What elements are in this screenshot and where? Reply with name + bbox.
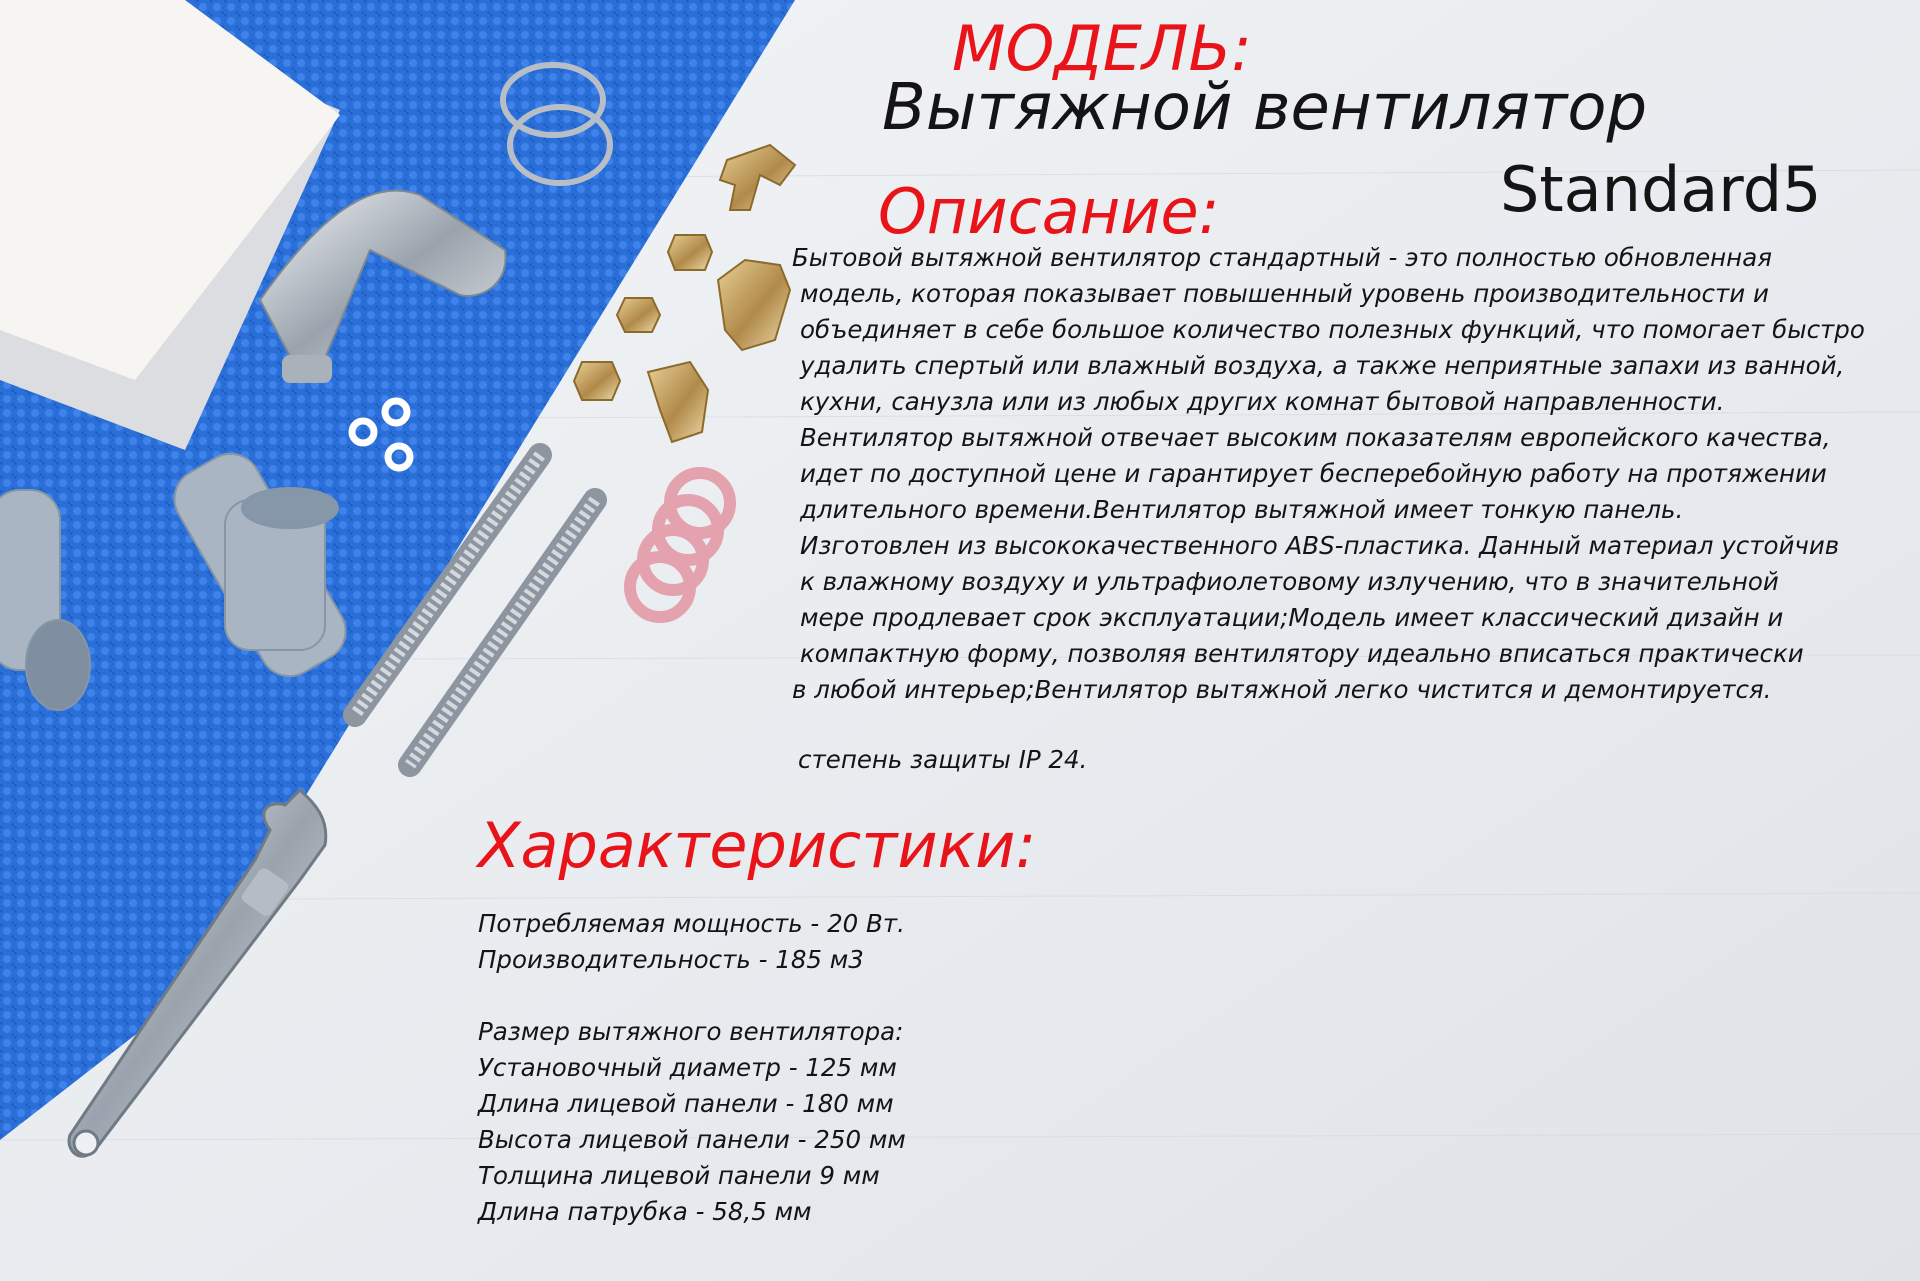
spec-nozzle-length: Длина патрубка - 58,5 мм <box>478 1197 812 1226</box>
spec-size-heading: Размер вытяжного вентилятора: <box>478 1017 904 1046</box>
description-heading: Описание: <box>878 175 1220 248</box>
spec-performance: Производительность - 185 м3 <box>478 945 864 974</box>
description-line: удалить спертый или влажный воздуха, а также неприятные запахи из ванной, <box>800 351 1845 380</box>
spec-panel-length: Длина лицевой панели - 180 мм <box>478 1089 894 1118</box>
model-name-suffix: Standard5 <box>1500 153 1822 226</box>
description-text <box>792 240 1912 708</box>
spec-panel-thickness: Толщина лицевой панели 9 мм <box>478 1161 880 1190</box>
description-line: Изготовлен из высококачественного ABS-пластика. Данный материал устойчив <box>800 531 1840 560</box>
protection-rating: степень защиты IP 24. <box>798 745 1088 774</box>
model-heading: МОДЕЛЬ: <box>952 12 1252 85</box>
description-line: объединяет в себе большое количество полезных функций, что помогает быстро <box>800 315 1865 344</box>
specs-list <box>478 906 906 1230</box>
description-line: Вентилятор вытяжной отвечает высоким показателям европейского качества, <box>800 423 1831 452</box>
description-line: Бытовой вытяжной вентилятор стандартный - это полностью обновленная <box>792 243 1772 272</box>
specs-heading: Характеристики: <box>478 809 1037 882</box>
description-line: к влажному воздуху и ультрафиолетовому излучению, что в значительной <box>800 567 1779 596</box>
description-line: идет по доступной цене и гарантирует бесперебойную работу на протяжении <box>800 459 1827 488</box>
description-line: модель, которая показывает повышенный уровень производительности и <box>800 279 1769 308</box>
spec-panel-height: Высота лицевой панели - 250 мм <box>478 1125 906 1154</box>
description-line: длительного времени.Вентилятор вытяжной имеет тонкую панель. <box>800 495 1684 524</box>
description-line: мере продлевает срок эксплуатации;Модель имеет классический дизайн и <box>800 603 1784 632</box>
spec-power: Потребляемая мощность - 20 Вт. <box>478 909 905 938</box>
description-line: компактную форму, позволяя вентилятору идеально вписаться практически <box>800 639 1804 668</box>
description-line: кухни, санузла или из любых других комнат бытовой направленности. <box>800 387 1725 416</box>
spec-mount-diameter: Установочный диаметр - 125 мм <box>478 1053 897 1082</box>
spec-spacer <box>478 978 906 1014</box>
description-line: в любой интерьер;Вентилятор вытяжной легко чистится и демонтируется. <box>792 675 1772 704</box>
model-name: Вытяжной вентилятор <box>882 71 1648 145</box>
